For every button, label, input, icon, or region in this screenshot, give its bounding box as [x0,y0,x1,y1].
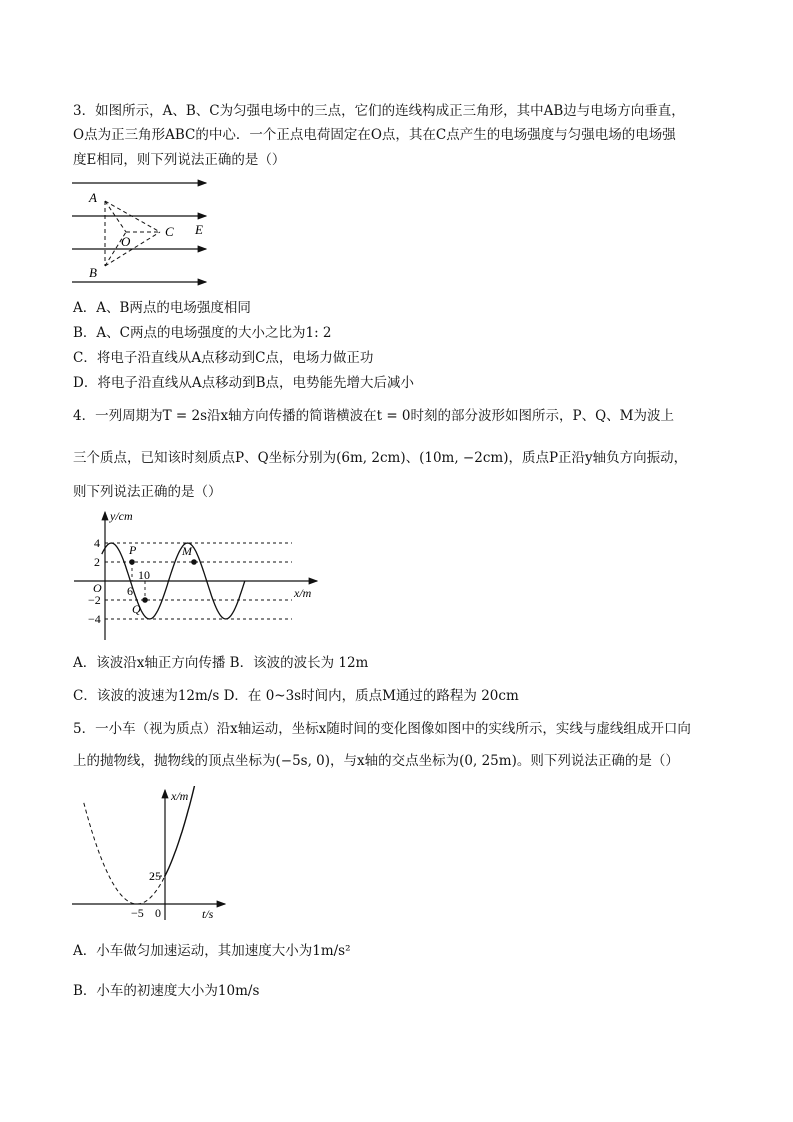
tick-neg-4: −4 [88,612,101,626]
label-a: A [89,190,97,205]
q4-stem-line-1: 4．一列周期为T = 2s沿x轴方向传播的简谐横波在t = 0时刻的部分波形如图所示，P、Q、M为波上 [73,408,674,424]
q5-option-b: B．小车的初速度大小为10m/s [73,983,260,999]
q4-options-ab: A．该波沿x轴正方向传播 B．该波的波长为 12m [73,655,369,671]
label-0: 0 [155,906,161,920]
q3-stem-line-2: O点为正三角形ABC的中心．一个正点电荷固定在O点，其在C点产生的电场强度与匀强电场的电场强 [73,127,676,143]
point-q [142,597,148,603]
label-6: 6 [127,584,133,598]
q3-option-c: C．将电子沿直线从A点移动到C点，电场力做正功 [73,350,374,366]
q3-stem-line-3: 度E相同，则下列说法正确的是（） [73,152,286,168]
q3-option-a: A．A、B两点的电场强度相同 [73,300,251,316]
tick-2: 2 [94,555,100,569]
q5-option-a: A．小车做匀加速运动，其加速度大小为1m/s² [73,943,351,959]
q5-position-time-graph [70,786,230,922]
label-q: Q [132,602,141,616]
origin-label: O [93,581,102,595]
label-c: C [165,224,174,239]
q4-stem-line-3: 则下列说法正确的是（） [73,484,222,500]
point-m [191,559,197,565]
q4-options-cd: C．该波的波速为12m/s D．在 0~3s时间内，质点M通过的路程为 20cm [73,688,519,704]
label-e: E [195,222,203,237]
q5-x-axis-label: t/s [202,907,214,921]
q3-option-b: B．A、C两点的电场强度的大小之比为1: 2 [73,325,332,341]
point-p [129,559,135,565]
q5-stem-line-2: 上的抛物线，抛物线的顶点坐标为(−5s, 0)，与x轴的交点坐标为(0, 25m)。则下列说法正确的是（） [73,753,679,769]
label-25: 25 [149,869,161,883]
q5-y-axis-label: x/m [171,789,189,803]
y-axis-label: y/cm [110,509,133,523]
label-m: M [182,544,192,558]
label-10: 10 [138,568,150,582]
x-axis-label: x/m [294,586,312,600]
tick-4: 4 [94,536,100,550]
q4-stem-line-2: 三个质点，已知该时刻质点P、Q坐标分别为(6m, 2cm)、(10m, −2cm)，质点P正沿y轴负方向振动， [73,450,688,466]
q3-stem-line-1: 3．如图所示，A、B、C为匀强电场中的三点，它们的连线构成正三角形，其中AB边与电场方向垂直， [73,103,685,119]
tick-neg-2: −2 [88,593,101,607]
dashed-parabola [84,803,165,904]
q5-stem-line-1: 5．一小车（视为质点）沿x轴运动，坐标x随时间的变化图像如图中的实线所示，实线与虚线组成开口向 [73,721,691,737]
label-p: P [129,543,137,557]
label-o: O [121,234,131,249]
triangle-abc [105,201,160,266]
label-b: B [89,265,97,280]
q4-wave-graph [72,508,322,642]
q3-electric-field-figure [68,174,218,286]
q3-option-d: D．将电子沿直线从A点移动到B点，电势能先增大后减小 [73,375,414,391]
label-neg-5: −5 [131,906,144,920]
